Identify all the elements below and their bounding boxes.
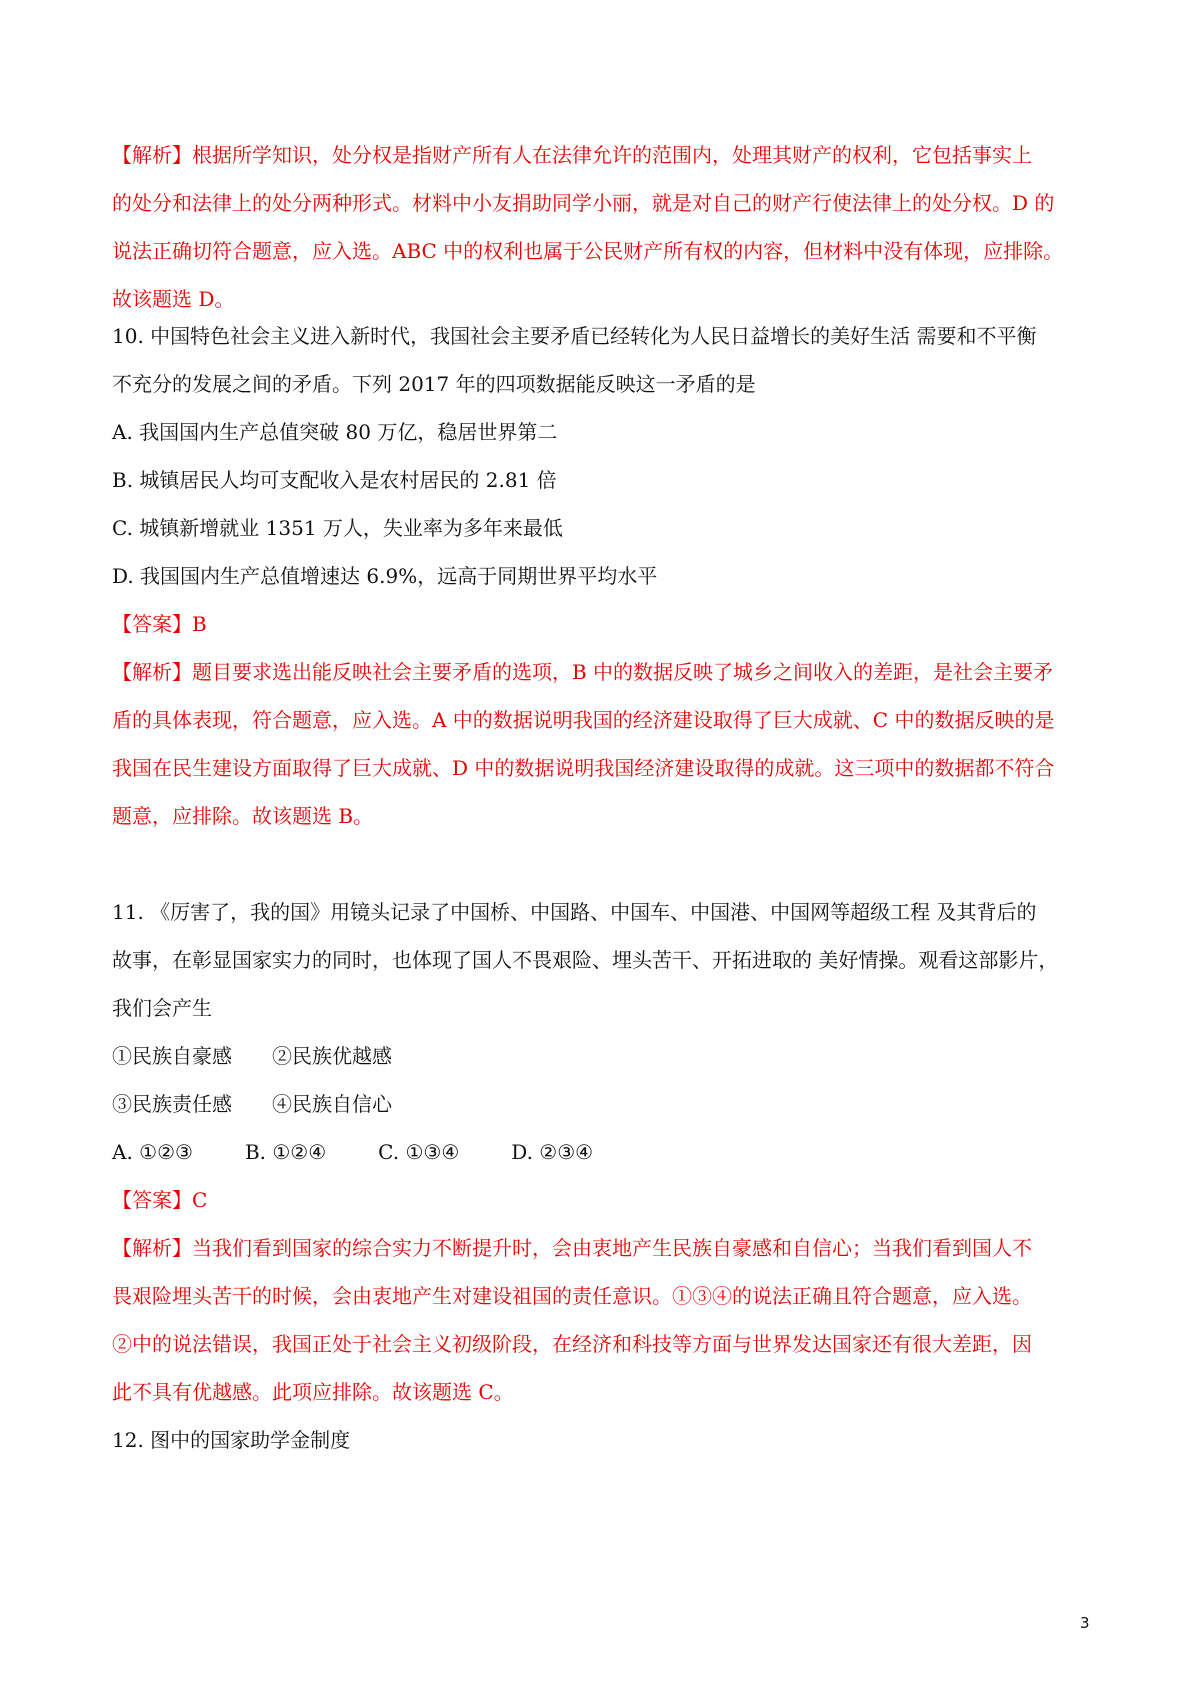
analysis-tag: 【解析】: [112, 1236, 192, 1260]
analysis-line: [112, 648, 1100, 696]
answer-line: [112, 1176, 1100, 1224]
analysis-text: 盾的具体表现，符合题意，应入选。A 中的数据说明我国的经济建设取得了巨大成就、C 中的数据反映的是: [112, 708, 1055, 732]
analysis-tag: 【解析】: [112, 660, 192, 684]
choices-row: [112, 1128, 1100, 1176]
question-11: [112, 888, 1100, 1416]
question-text: 故事，在彰显国家实力的同时，也体现了国人不畏艰险、埋头苦干、开拓进取的 美好情操。观看这部影片，: [112, 948, 1059, 972]
q9-analysis: [112, 131, 1100, 323]
analysis-text: ②中的说法错误，我国正处于社会主义初级阶段，在经济和科技等方面与世界发达国家还有很大差距，因: [112, 1332, 1032, 1356]
analysis-text: 故该题选 D。: [112, 287, 235, 311]
analysis-text: 我国在民生建设方面取得了巨大成就、D 中的数据说明我国经济建设取得的成就。这三项中的数据都不符合: [112, 756, 1055, 780]
question-text: 我们会产生: [112, 996, 212, 1020]
question-10: [112, 312, 1100, 840]
analysis-text: 当我们看到国家的综合实力不断提升时，会由衷地产生民族自豪感和自信心；当我们看到国人不: [192, 1236, 1032, 1260]
answer-value: C: [192, 1188, 208, 1212]
analysis-text: 此不具有优越感。此项应排除。故该题选 C。: [112, 1380, 514, 1404]
choice-c: C. ①③④: [378, 1140, 460, 1164]
option-a: A. 我国国内生产总值突破 80 万亿，稳居世界第二: [112, 420, 558, 444]
analysis-text: 的处分和法律上的处分两种形式。材料中小友捐助同学小丽，就是对自己的财产行使法律上的处分权。D 的: [112, 191, 1055, 215]
page-number: 3: [1080, 1614, 1090, 1632]
choice-a: A. ①②③: [112, 1140, 193, 1164]
option-c: C. 城镇新增就业 1351 万人，失业率为多年来最低: [112, 516, 563, 540]
analysis-text: 根据所学知识，处分权是指财产所有人在法律允许的范围内，处理其财产的权利，它包括事实上: [192, 143, 1032, 167]
question-text: 不充分的发展之间的矛盾。下列 2017 年的四项数据能反映这一矛盾的是: [112, 372, 756, 396]
choice-b: B. ①②④: [244, 1140, 327, 1164]
option-b: B. 城镇居民人均可支配收入是农村居民的 2.81 倍: [112, 468, 557, 492]
question-text: 10. 中国特色社会主义进入新时代，我国社会主要矛盾已经转化为人民日益增长的美好生活 需要和不平衡: [112, 324, 1037, 348]
question-text: 11. 《厉害了，我的国》用镜头记录了中国桥、中国路、中国车、中国港、中国网等超级工程 及其背后的: [112, 900, 1037, 924]
answer-tag: 【答案】: [112, 1188, 192, 1212]
question-text: 12. 图中的国家助学金制度: [112, 1428, 351, 1452]
answer-value: B: [192, 612, 207, 636]
option-d: D. 我国国内生产总值增速达 6.9%，远高于同期世界平均水平: [112, 564, 658, 588]
statement-items: ①民族自豪感 ②民族优越感: [112, 1044, 392, 1068]
analysis-text: 畏艰险埋头苦干的时候，会由衷地产生对建设祖国的责任意识。①③④的说法正确且符合题意，应入选。: [112, 1284, 1032, 1308]
analysis-tag: 【解析】: [112, 143, 192, 167]
question-12: [112, 1416, 1100, 1464]
analysis-text: 说法正确切符合题意，应入选。ABC 中的权利也属于公民财产所有权的内容，但材料中没有体现，应排除。: [112, 239, 1064, 263]
analysis-text: 题意，应排除。故该题选 B。: [112, 804, 374, 828]
choice-d: D. ②③④: [511, 1140, 594, 1164]
analysis-line: [112, 1224, 1100, 1272]
answer-line: [112, 600, 1100, 648]
answer-tag: 【答案】: [112, 612, 192, 636]
analysis-text: 题目要求选出能反映社会主要矛盾的选项，B 中的数据反映了城乡之间收入的差距，是社会主要矛: [192, 660, 1054, 684]
statement-items: ③民族责任感 ④民族自信心: [112, 1092, 392, 1116]
